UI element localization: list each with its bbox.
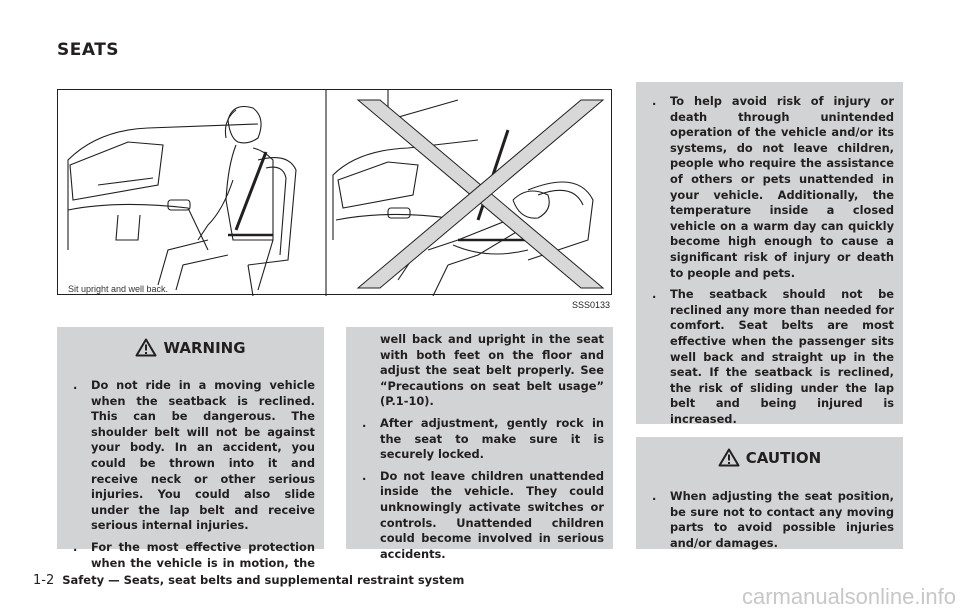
seat-illustration xyxy=(58,90,613,296)
warning-item xyxy=(71,378,315,534)
figure-frame xyxy=(57,89,612,295)
warning-item xyxy=(650,94,894,281)
warning-item-text: After adjustment, gently rock in the seat to make sure it is securely locked. xyxy=(380,415,604,462)
bullet-icon: . xyxy=(362,468,367,483)
section-title: SEATS xyxy=(57,40,120,60)
warning-item-text: To help avoid risk of injury or death through unintended operation of the vehicle and/or its systems, do not leave children, people who require the assistance of others or pets unattended in your vehicle. Additionally, the temperature inside a closed vehicle on a warm day can quickly become high enough to cause a significant risk of injury or death to people and pets. xyxy=(670,94,894,280)
warning-item-text: Do not leave children unattended inside the vehicle. They could unknowingly activate switches or controls. Unattended children could become involved in serious accidents. xyxy=(380,468,604,561)
bullet-icon: . xyxy=(362,415,367,430)
prohibited-cross-icon xyxy=(358,100,603,288)
bullet-icon: . xyxy=(652,287,657,302)
warning-item xyxy=(360,416,604,463)
bullet-icon: . xyxy=(73,539,78,554)
caution-item-text: When adjusting the seat position, be sure not to contact any moving parts to avoid possible injuries and/or damages. xyxy=(670,489,894,550)
warning-header xyxy=(57,338,324,357)
bullet-icon: . xyxy=(652,94,657,108)
caution-box xyxy=(636,437,903,549)
figure-caption: Sit upright and well back. xyxy=(68,284,169,294)
warning-item-text: Do not ride in a moving vehicle when the seatback is reclined. This can be dangerous. The shoulder belt will not be against your body. In an accident, you could be thrown into it and receive neck or other serious injuries. You could also slide under the lap belt and receive serious internal injuries. xyxy=(91,378,315,533)
caution-header xyxy=(636,448,903,467)
caution-triangle-icon xyxy=(718,448,740,467)
warning-list-col2 xyxy=(360,332,604,568)
caution-heading: CAUTION xyxy=(745,448,822,467)
page-number: 1-2 xyxy=(33,573,55,588)
footer-text: Safety — Seats, seat belts and supplemental restraint system xyxy=(62,573,465,587)
figure-code: SSS0133 xyxy=(571,300,610,310)
watermark: carmanualsonline.info xyxy=(741,584,956,609)
bullet-icon: . xyxy=(652,489,657,503)
bullet-icon: . xyxy=(73,378,78,392)
warning-list-col3 xyxy=(650,94,894,433)
warning-item xyxy=(360,469,604,563)
warning-heading: WARNING xyxy=(163,338,246,357)
warning-list-col1 xyxy=(71,378,315,577)
seat-position-figure xyxy=(57,89,612,317)
warning-item xyxy=(71,540,315,571)
warning-item xyxy=(360,332,604,410)
caution-list xyxy=(650,489,894,557)
warning-item-text: The seatback should not be reclined any more than needed for comfort. Seat belts are most effective when the passenger sits well back and straight up in the seat. If the seatback is reclined, the risk of sliding under the lap belt and being injured is increased. xyxy=(670,287,894,426)
caution-item xyxy=(650,489,894,551)
warning-item-text: For the most effective protection when the vehicle is in motion, the xyxy=(91,539,315,570)
page-footer xyxy=(33,573,464,588)
warning-triangle-icon xyxy=(135,338,157,357)
warning-item xyxy=(650,287,894,427)
warning-item-continuation: well back and upright in the seat with both feet on the floor and adjust the seat belt properly. See “Precautions on seat belt usage” (P.1-10). xyxy=(380,332,604,409)
